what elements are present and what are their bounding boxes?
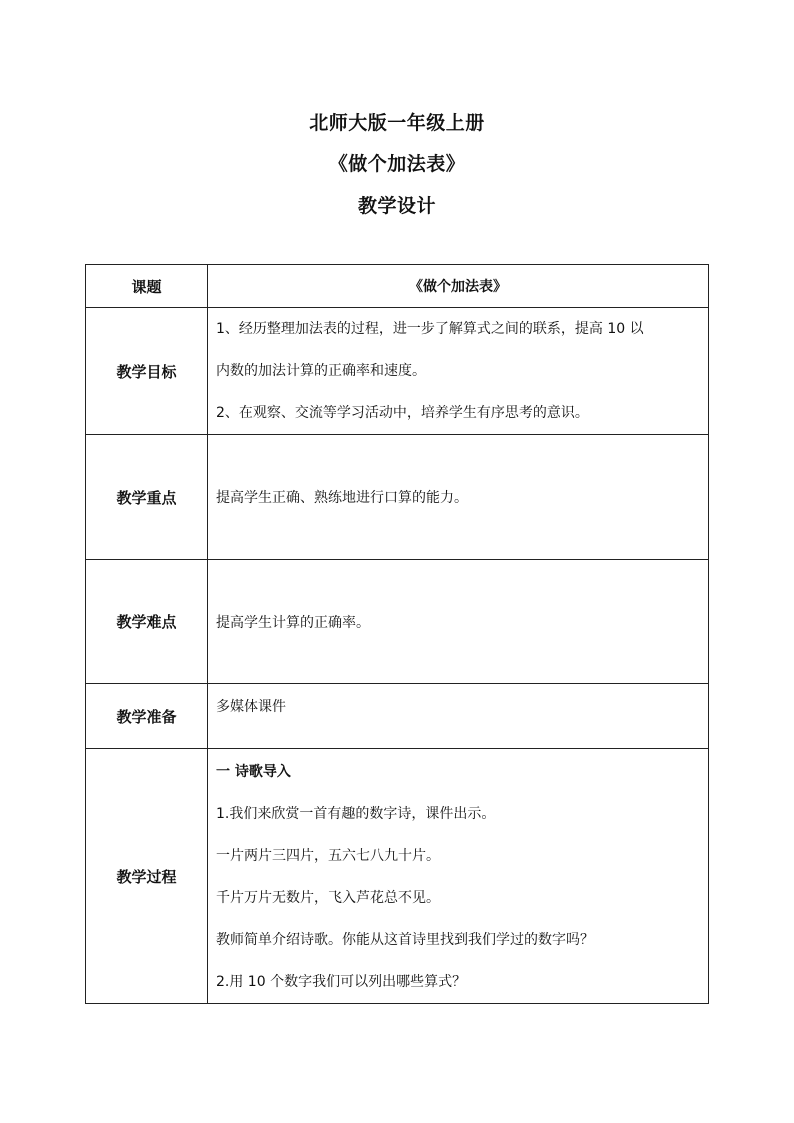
row-key-points — [86, 435, 709, 560]
difficulties-label: 教学难点 — [86, 560, 208, 684]
process-line: 一片两片三四片，五六七八九十片。 — [216, 848, 440, 864]
process-line: 千片万片无数片，飞入芦花总不见。 — [216, 890, 440, 906]
process-line: 1.我们来欣赏一首有趣的数字诗，课件出示。 — [216, 806, 496, 822]
preparation-text: 多媒体课件 — [216, 699, 286, 715]
lesson-plan-table — [85, 264, 709, 1004]
topic-label: 课题 — [86, 265, 208, 308]
objective-line: 1、经历整理加法表的过程，进一步了解算式之间的联系，提高 10 以 — [216, 321, 644, 337]
process-line: 2.用 10 个数字我们可以列出哪些算式？ — [216, 974, 467, 990]
row-process — [86, 749, 709, 1004]
key-points-text: 提高学生正确、熟练地进行口算的能力。 — [216, 490, 468, 506]
preparation-label: 教学准备 — [86, 684, 208, 749]
objectives-label: 教学目标 — [86, 308, 208, 435]
process-content — [208, 749, 709, 1004]
key-points-label: 教学重点 — [86, 435, 208, 560]
process-line: 教师简单介绍诗歌。你能从这首诗里找到我们学过的数字吗？ — [216, 932, 594, 948]
row-topic — [86, 265, 709, 308]
process-heading: 一 诗歌导入 — [216, 764, 291, 780]
difficulties-content — [208, 560, 709, 684]
preparation-content — [208, 684, 709, 749]
title-lesson: 《做个加法表》 — [328, 153, 466, 175]
topic-value: 《做个加法表》 — [208, 265, 709, 308]
difficulties-text: 提高学生计算的正确率。 — [216, 614, 370, 631]
title-grade: 北师大版一年级上册 — [309, 112, 485, 134]
row-preparation — [86, 684, 709, 749]
title-design: 教学设计 — [357, 195, 436, 217]
process-label: 教学过程 — [86, 749, 208, 1004]
key-points-content — [208, 435, 709, 560]
objective-line: 2、在观察、交流等学习活动中，培养学生有序思考的意识。 — [216, 405, 589, 421]
objective-line: 内数的加法计算的正确率和速度。 — [216, 363, 426, 379]
row-objectives — [86, 308, 709, 435]
row-difficulties — [86, 560, 709, 684]
objectives-content — [208, 308, 709, 435]
